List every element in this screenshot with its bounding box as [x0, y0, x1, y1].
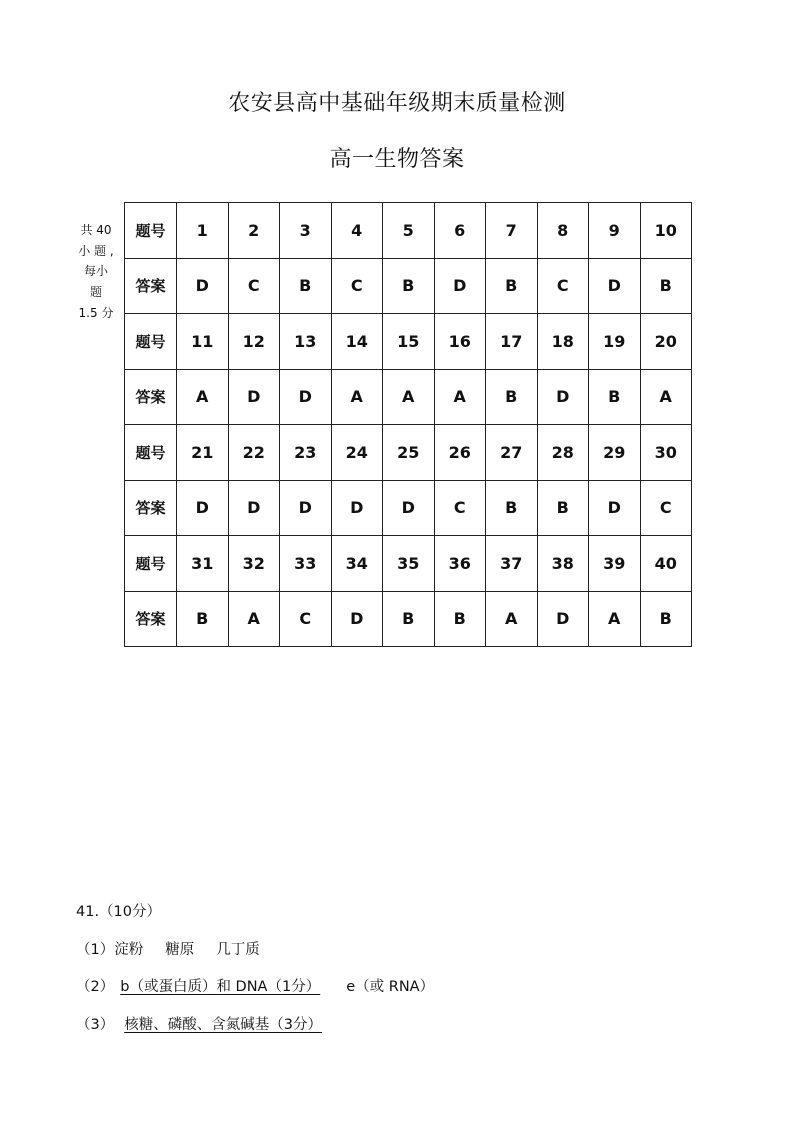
answer-letter: B — [486, 369, 538, 425]
answer-letter: D — [177, 480, 229, 536]
document-subtitle: 高一生物答案 — [329, 147, 465, 172]
question-number: 34 — [331, 536, 383, 592]
question-number: 5 — [383, 203, 435, 259]
answer-table — [124, 202, 692, 647]
answer-letter: B — [177, 591, 229, 647]
question-number: 11 — [177, 314, 229, 370]
question-number: 20 — [640, 314, 692, 370]
question-number: 7 — [486, 203, 538, 259]
answer-letter: A — [383, 369, 435, 425]
answer-letter: B — [486, 258, 538, 314]
question-number: 6 — [434, 203, 486, 259]
row-header-answer: 答案 — [125, 258, 177, 314]
answer-letter: D — [228, 369, 280, 425]
answer-letter: B — [280, 258, 332, 314]
question-number: 1 — [177, 203, 229, 259]
answer-letter: A — [589, 591, 641, 647]
question-number-row — [125, 425, 692, 481]
side-note-line: 每小 — [83, 264, 108, 279]
question-number: 25 — [383, 425, 435, 481]
question-number: 10 — [640, 203, 692, 259]
answer-item: 淀粉 — [114, 942, 144, 958]
question-41-part-3 — [76, 1013, 322, 1034]
answer-item: e（或 RNA） — [346, 979, 435, 995]
row-header-answer: 答案 — [125, 591, 177, 647]
answer-item: 糖原 — [165, 942, 195, 958]
question-number: 29 — [589, 425, 641, 481]
answer-item: 几丁质 — [216, 942, 260, 958]
question-number: 31 — [177, 536, 229, 592]
question-number: 40 — [640, 536, 692, 592]
question-number: 8 — [537, 203, 589, 259]
row-header-question: 题号 — [125, 425, 177, 481]
answer-letter: B — [434, 591, 486, 647]
answer-letter: C — [228, 258, 280, 314]
question-number: 36 — [434, 536, 486, 592]
answer-letter: C — [434, 480, 486, 536]
question-number: 19 — [589, 314, 641, 370]
answer-letter: D — [280, 480, 332, 536]
question-number: 13 — [280, 314, 332, 370]
answer-letter: D — [228, 480, 280, 536]
question-number: 39 — [589, 536, 641, 592]
answer-letter: A — [331, 369, 383, 425]
question-number: 18 — [537, 314, 589, 370]
question-number: 2 — [228, 203, 280, 259]
answer-letter: B — [486, 480, 538, 536]
question-41-part-2 — [76, 975, 434, 996]
answer-letter: B — [383, 258, 435, 314]
answer-letter: B — [383, 591, 435, 647]
row-header-question: 题号 — [125, 314, 177, 370]
question-number-row — [125, 536, 692, 592]
answer-row — [125, 369, 692, 425]
answer-row — [125, 258, 692, 314]
answer-letter: D — [383, 480, 435, 536]
answer-letter: A — [228, 591, 280, 647]
question-number: 17 — [486, 314, 538, 370]
question-number: 9 — [589, 203, 641, 259]
answer-letter: C — [280, 591, 332, 647]
answer-letter: C — [640, 480, 692, 536]
answer-letter: D — [177, 258, 229, 314]
answer-letter: C — [331, 258, 383, 314]
answer-letter: B — [537, 480, 589, 536]
question-41-part-1 — [76, 938, 260, 959]
question-number: 4 — [331, 203, 383, 259]
question-number: 3 — [280, 203, 332, 259]
question-number: 23 — [280, 425, 332, 481]
question-number: 32 — [228, 536, 280, 592]
row-header-question: 题号 — [125, 203, 177, 259]
question-number: 16 — [434, 314, 486, 370]
question-number: 35 — [383, 536, 435, 592]
side-note-line: 共 40 — [80, 223, 112, 237]
row-header-question: 题号 — [125, 536, 177, 592]
answer-letter: D — [434, 258, 486, 314]
underlined-answer: 核糖、磷酸、含氮碱基（3分） — [124, 1017, 322, 1033]
document-title: 农安县高中基础年级期末质量检测 — [228, 91, 566, 116]
side-note-line: 小 题 , — [78, 243, 114, 258]
row-header-answer: 答案 — [125, 480, 177, 536]
answer-letter: B — [589, 369, 641, 425]
question-number: 26 — [434, 425, 486, 481]
part-label: （2） — [76, 979, 115, 995]
underlined-answer: b（或蛋白质）和 DNA（1分） — [120, 979, 321, 995]
answer-letter: D — [537, 591, 589, 647]
answer-letter: A — [434, 369, 486, 425]
question-number-row — [125, 314, 692, 370]
answer-letter: D — [331, 591, 383, 647]
answer-letter: D — [280, 369, 332, 425]
answer-letter: C — [537, 258, 589, 314]
question-number: 22 — [228, 425, 280, 481]
side-note-line: 1.5 分 — [78, 305, 114, 320]
part-label: （1） — [76, 942, 115, 958]
answer-row — [125, 480, 692, 536]
side-note — [70, 220, 122, 324]
question-number: 21 — [177, 425, 229, 481]
question-number: 27 — [486, 425, 538, 481]
answer-letter: A — [486, 591, 538, 647]
question-number: 28 — [537, 425, 589, 481]
question-number: 33 — [280, 536, 332, 592]
answer-letter: A — [640, 369, 692, 425]
question-number: 24 — [331, 425, 383, 481]
answer-letter: D — [537, 369, 589, 425]
answer-letter: D — [589, 258, 641, 314]
question-number-row — [125, 203, 692, 259]
question-number: 14 — [331, 314, 383, 370]
question-number: 15 — [383, 314, 435, 370]
part-label: （3） — [76, 1017, 115, 1033]
answer-letter: A — [177, 369, 229, 425]
answer-letter: D — [331, 480, 383, 536]
answer-row — [125, 591, 692, 647]
answer-letter: B — [640, 258, 692, 314]
question-41-heading: 41.（10分） — [76, 904, 162, 920]
answer-letter: B — [640, 591, 692, 647]
side-note-line: 题 — [89, 285, 102, 300]
question-number: 12 — [228, 314, 280, 370]
answer-letter: D — [589, 480, 641, 536]
row-header-answer: 答案 — [125, 369, 177, 425]
question-number: 37 — [486, 536, 538, 592]
question-number: 38 — [537, 536, 589, 592]
question-number: 30 — [640, 425, 692, 481]
